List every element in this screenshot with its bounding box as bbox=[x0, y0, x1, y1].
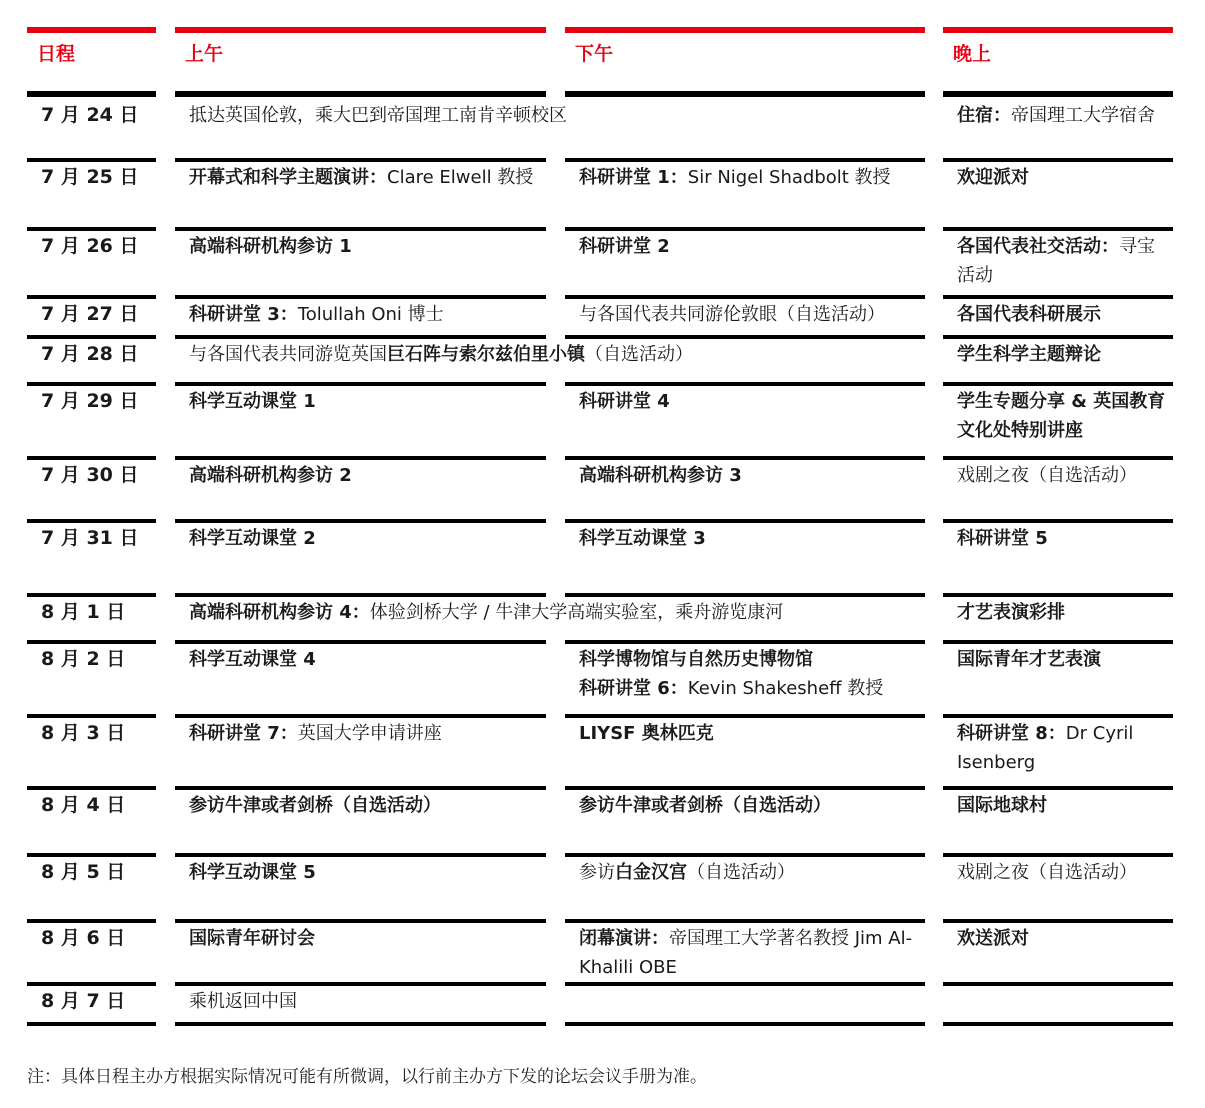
date-cell: 8 月 4 日 bbox=[27, 787, 156, 857]
cell-text: 闭幕演讲： bbox=[579, 928, 669, 949]
date-cell: 7 月 25 日 bbox=[27, 159, 156, 231]
evening-cell bbox=[943, 715, 1173, 790]
morning-cell bbox=[175, 296, 546, 339]
cell-text: 科学互动课堂 4 bbox=[189, 649, 316, 670]
afternoon-cell bbox=[565, 228, 925, 299]
cell-text: 科研讲堂 5 bbox=[957, 528, 1048, 549]
cell-text: 帝国理工大学著名教授 Jim Al-Khalili OBE bbox=[579, 928, 913, 978]
evening-cell bbox=[943, 336, 1173, 386]
header-afternoon: 下午 bbox=[565, 27, 925, 97]
cell-text: Kevin Shakesheff 教授 bbox=[687, 678, 884, 699]
evening-cell bbox=[943, 457, 1173, 523]
cell-text: Clare Elwell 教授 bbox=[387, 167, 534, 188]
evening-cell bbox=[943, 159, 1173, 231]
cell-text: 高端科研机构参访 2 bbox=[189, 465, 352, 486]
cell-text: 科研讲堂 2 bbox=[579, 236, 670, 257]
cell-text: 乘机返回中国 bbox=[189, 991, 297, 1012]
date-cell: 8 月 1 日 bbox=[27, 594, 156, 644]
evening-cell bbox=[943, 383, 1173, 460]
date-cell: 7 月 30 日 bbox=[27, 457, 156, 523]
afternoon-cell bbox=[565, 97, 925, 162]
cell-text: 英国大学申请讲座 bbox=[297, 723, 442, 744]
afternoon-cell bbox=[565, 787, 925, 857]
cell-text: 学生专题分享 & 英国教育文化处特别讲座 bbox=[957, 391, 1166, 441]
cell-text: 科研讲堂 4 bbox=[579, 391, 670, 412]
cell-text: （自选活动） bbox=[687, 862, 795, 883]
afternoon-cell bbox=[565, 159, 925, 231]
header-schedule: 日程 bbox=[27, 27, 156, 97]
header-evening: 晚上 bbox=[943, 27, 1173, 97]
cell-text: 科研讲堂 3： bbox=[189, 304, 298, 325]
cell-text: Tolullah Oni 博士 bbox=[297, 304, 444, 325]
cell-text: 国际青年才艺表演 bbox=[957, 649, 1101, 670]
cell-text: 学生科学主题辩论 bbox=[957, 344, 1101, 365]
afternoon-cell bbox=[565, 457, 925, 523]
evening-cell bbox=[943, 520, 1173, 597]
cell-text: 科学互动课堂 2 bbox=[189, 528, 316, 549]
cell-text: 住宿： bbox=[957, 105, 1011, 126]
footnote: 注：具体日程主办方根据实际情况可能有所微调，以行前主办方下发的论坛会议手册为准。 bbox=[27, 1067, 707, 1087]
cell-text: 开幕式和科学主题演讲： bbox=[189, 167, 387, 188]
cell-text: Dr Cyril Isenberg bbox=[957, 723, 1134, 773]
cell-text: 科研讲堂 8： bbox=[957, 723, 1066, 744]
cell-text: 科研讲堂 7： bbox=[189, 723, 298, 744]
cell-text: 科学互动课堂 1 bbox=[189, 391, 316, 412]
cell-text: 高端科研机构参访 4： bbox=[189, 602, 370, 623]
date-cell: 7 月 31 日 bbox=[27, 520, 156, 597]
afternoon-cell bbox=[565, 296, 925, 339]
morning-cell bbox=[175, 787, 546, 857]
cell-text: 才艺表演彩排 bbox=[957, 602, 1065, 623]
date-cell: 8 月 6 日 bbox=[27, 920, 156, 986]
cell-text: 巨石阵与索尔兹伯里小镇 bbox=[387, 344, 585, 365]
cell-text: 科研讲堂 1： bbox=[579, 167, 688, 188]
morning-cell bbox=[175, 336, 693, 386]
cell-text: 体验剑桥大学 / 牛津大学高端实验室，乘舟游览康河 bbox=[369, 602, 784, 623]
afternoon-cell bbox=[565, 983, 925, 1026]
cell-text: 科研讲堂 6： bbox=[579, 678, 688, 699]
morning-cell bbox=[175, 920, 546, 986]
morning-cell bbox=[175, 641, 546, 718]
evening-cell bbox=[943, 296, 1173, 339]
evening-cell bbox=[943, 787, 1173, 857]
morning-cell bbox=[175, 383, 546, 460]
cell-text: 各国代表社交活动： bbox=[957, 236, 1119, 257]
cell-text: 科学互动课堂 3 bbox=[579, 528, 706, 549]
cell-text: 科学博物馆与自然历史博物馆 bbox=[579, 649, 813, 670]
cell-text: 欢迎派对 bbox=[957, 167, 1029, 188]
header-morning: 上午 bbox=[175, 27, 546, 97]
cell-text: 抵达英国伦敦，乘大巴到帝国理工南肯辛顿校区 bbox=[189, 105, 567, 126]
afternoon-cell bbox=[565, 520, 925, 597]
cell-text: 高端科研机构参访 1 bbox=[189, 236, 352, 257]
evening-cell bbox=[943, 594, 1173, 644]
date-cell: 7 月 24 日 bbox=[27, 97, 156, 162]
afternoon-cell bbox=[565, 854, 925, 923]
cell-text: 寻宝活动 bbox=[957, 236, 1155, 286]
morning-cell bbox=[175, 854, 546, 923]
evening-cell bbox=[943, 854, 1173, 923]
evening-cell bbox=[943, 97, 1173, 162]
cell-text: 参访牛津或者剑桥（自选活动） bbox=[189, 795, 441, 816]
morning-cell bbox=[175, 159, 546, 231]
cell-text: （自选活动） bbox=[585, 344, 693, 365]
date-cell: 7 月 28 日 bbox=[27, 336, 156, 386]
afternoon-cell bbox=[565, 383, 925, 460]
afternoon-cell bbox=[565, 641, 925, 718]
afternoon-cell bbox=[565, 920, 925, 986]
date-cell: 7 月 27 日 bbox=[27, 296, 156, 339]
evening-cell bbox=[943, 920, 1173, 986]
cell-text: 戏剧之夜（自选活动） bbox=[957, 465, 1137, 486]
date-cell: 7 月 29 日 bbox=[27, 383, 156, 460]
date-cell: 8 月 2 日 bbox=[27, 641, 156, 718]
cell-text: 帝国理工大学宿舍 bbox=[1011, 105, 1155, 126]
morning-cell bbox=[175, 715, 546, 790]
date-cell: 7 月 26 日 bbox=[27, 228, 156, 299]
cell-text: LIYSF 奥林匹克 bbox=[579, 723, 714, 744]
cell-text: 各国代表科研展示 bbox=[957, 304, 1101, 325]
cell-text: 与各国代表共同游伦敦眼（自选活动） bbox=[579, 304, 885, 325]
cell-text: 科学互动课堂 5 bbox=[189, 862, 316, 883]
cell-text: 戏剧之夜（自选活动） bbox=[957, 862, 1137, 883]
date-cell: 8 月 5 日 bbox=[27, 854, 156, 923]
evening-cell bbox=[943, 228, 1173, 299]
date-cell: 8 月 3 日 bbox=[27, 715, 156, 790]
morning-cell bbox=[175, 228, 546, 299]
cell-text: 参访牛津或者剑桥（自选活动） bbox=[579, 795, 831, 816]
morning-cell bbox=[175, 457, 546, 523]
cell-text: 与各国代表共同游览英国 bbox=[189, 344, 387, 365]
morning-cell bbox=[175, 520, 546, 597]
cell-text: 高端科研机构参访 3 bbox=[579, 465, 742, 486]
cell-text: 国际青年研讨会 bbox=[189, 928, 315, 949]
morning-cell bbox=[175, 594, 784, 644]
cell-text: 欢送派对 bbox=[957, 928, 1029, 949]
cell-text: 国际地球村 bbox=[957, 795, 1047, 816]
date-cell: 8 月 7 日 bbox=[27, 983, 156, 1026]
cell-text: 参访 bbox=[579, 862, 615, 883]
morning-cell bbox=[175, 983, 546, 1026]
evening-cell bbox=[943, 983, 1173, 1026]
cell-text: 白金汉宫 bbox=[615, 862, 687, 883]
cell-text: Sir Nigel Shadbolt 教授 bbox=[687, 167, 891, 188]
morning-cell bbox=[175, 97, 567, 162]
evening-cell bbox=[943, 641, 1173, 718]
afternoon-cell bbox=[565, 715, 925, 790]
